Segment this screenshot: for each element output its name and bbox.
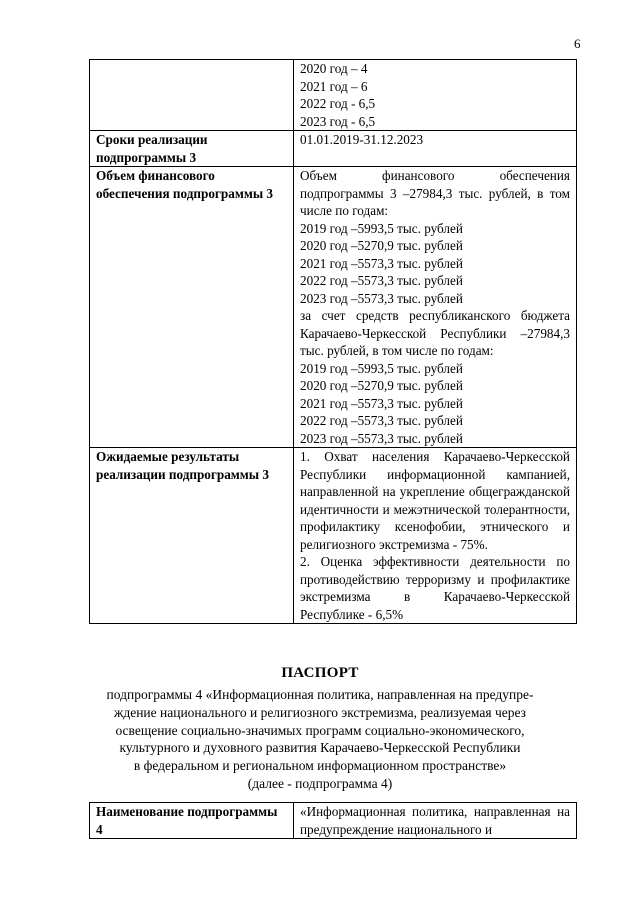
row-label-implementation-period: Сроки реализации подпрограммы 3	[90, 131, 294, 167]
table-row	[90, 803, 577, 839]
financing-year-line: 2023 год –5573,3 тыс. рублей	[300, 290, 463, 306]
page-number: 6	[574, 36, 581, 51]
table-row	[90, 131, 577, 167]
financing-volume-value	[294, 167, 577, 448]
budget-year-line: 2019 год –5993,5 тыс. рублей	[300, 360, 463, 376]
subprogram-3-passport-table	[89, 59, 577, 624]
row-value	[294, 60, 577, 131]
financing-intro: Объем финансового обеспечения подпрограммы 3 –27984,3 тыс. рублей, в том числе по годам:	[300, 168, 570, 218]
indicator-year-line: 2022 год - 6,5	[300, 96, 376, 111]
budget-year-line: 2020 год –5270,9 тыс. рублей	[300, 378, 463, 393]
passport-subtitle-line: (далее - подпрограмма 4)	[247, 775, 393, 791]
indicator-year-line: 2020 год – 4	[300, 61, 368, 76]
table-row	[90, 167, 577, 448]
financing-budget-source: за счет средств республиканского бюджета Карачаево-Черкесской Республики –27984,3 тыс. рублей, в том числе по годам:	[300, 308, 570, 358]
row-label-expected-results: Ожидаемые результаты реализации подпрограммы 3	[90, 448, 294, 624]
budget-year-line: 2021 год –5573,3 тыс. рублей	[300, 395, 463, 411]
table-row	[90, 448, 577, 624]
expected-result-item: 2. Оценка эффективности деятельности по противодействию терроризму и профилактике экстремизма в Карачаево-Черкесской Республике - 6,5%	[300, 554, 570, 622]
implementation-period-value: 01.01.2019-31.12.2023	[294, 131, 577, 167]
passport-subtitle-line: в федеральном и региональном информационном пространстве»	[133, 758, 507, 774]
financing-year-line: 2019 год –5993,5 тыс. рублей	[300, 220, 463, 236]
financing-year-line: 2020 год –5270,9 тыс. рублей	[300, 238, 463, 253]
financing-year-line: 2021 год –5573,3 тыс. рублей	[300, 255, 463, 271]
subprogram-name-value: «Информационная политика, направленная на предупреждение национального и	[294, 803, 577, 839]
financing-year-line: 2022 год –5573,3 тыс. рублей	[300, 273, 463, 288]
passport-subtitle-line: подпрограммы 4 «Информационная политика, направленная на предупре-	[106, 687, 534, 702]
passport-title: ПАСПОРТ	[281, 665, 359, 681]
subprogram-4-passport-table	[89, 802, 577, 839]
indicator-year-line: 2023 год - 6,5	[300, 113, 376, 129]
table-row	[90, 60, 577, 131]
row-label-financing-volume: Объем финансового обеспечения подпрограммы 3	[90, 167, 294, 448]
passport-subtitle-line: ждение национального и религиозного экстремизма, реализуемая через	[114, 704, 526, 720]
row-label-subprogram-name: Наименование подпрограммы 4	[90, 803, 294, 839]
budget-year-line: 2022 год –5573,3 тыс. рублей	[300, 413, 463, 428]
expected-result-item: 1. Охват населения Карачаево-Черкесской Республики информационной кампанией, направленной на укрепление общегражданской идентичности и межэтнической толерантности, профилактику ксенофобии, этнического и религиозного экстремизма - 75%.	[300, 449, 570, 552]
budget-year-line: 2023 год –5573,3 тыс. рублей	[300, 430, 463, 446]
row-label	[90, 60, 294, 131]
passport-subtitle-line: культурного и духовного развития Карачаево-Черкесской Республики	[119, 740, 521, 756]
passport-subtitle	[0, 686, 640, 793]
indicator-year-line: 2021 год – 6	[300, 78, 368, 94]
expected-results-value	[294, 448, 577, 624]
passport-subtitle-line: освещение социально-значимых программ социально-экономического,	[115, 722, 525, 738]
